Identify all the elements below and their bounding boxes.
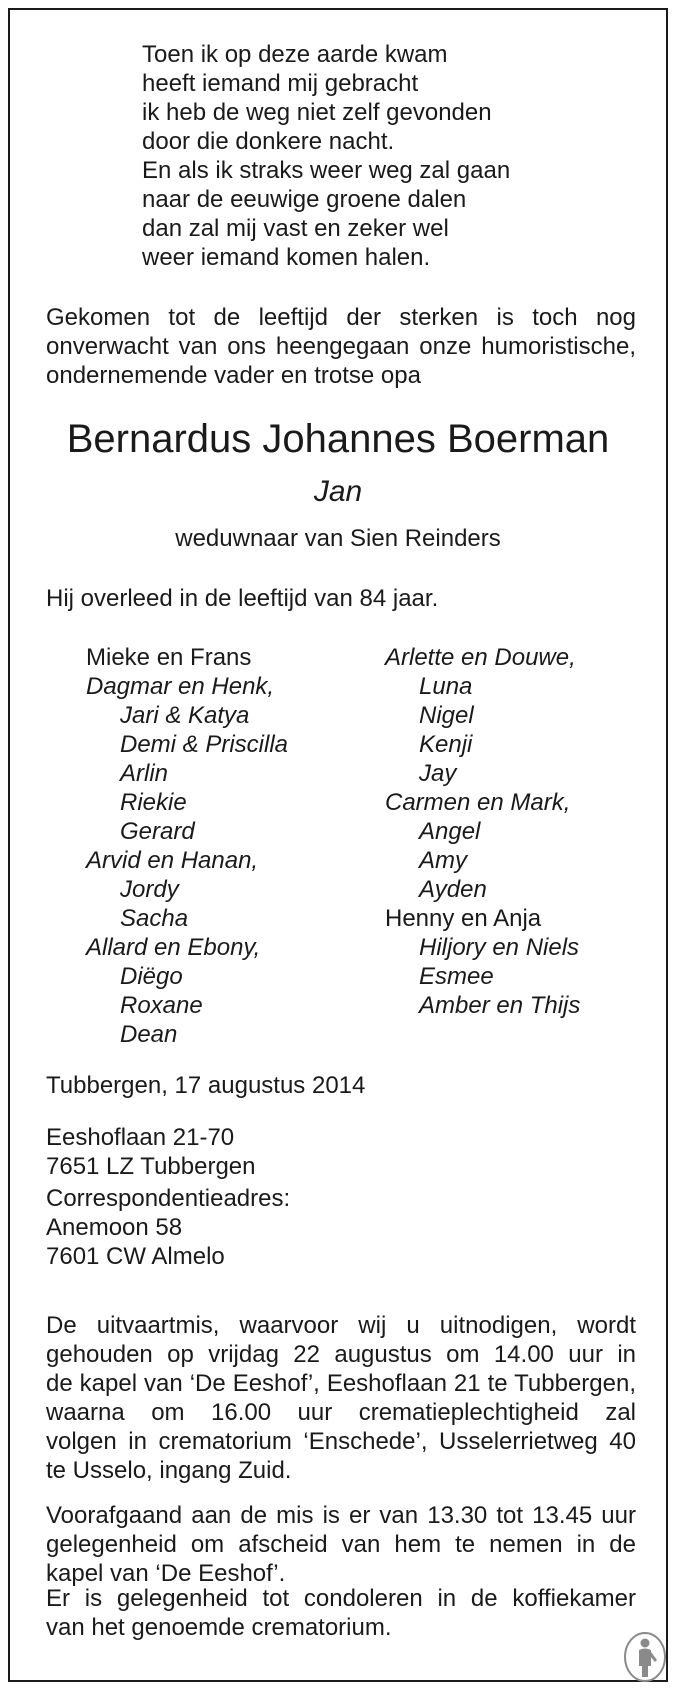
- poem-line: ik heb de weg niet zelf gevonden: [142, 99, 492, 126]
- grandchild-name: Ayden: [419, 876, 487, 903]
- widower-line: weduwnaar van Sien Reinders: [175, 525, 501, 552]
- paragraph-line: volgen in crematorium ‘Enschede’, Usselerrietweg 40: [46, 1428, 636, 1455]
- deceased-name: Bernardus Johannes Boerman: [66, 417, 610, 461]
- intro-line: onverwacht van ons heengegaan onze humoristische,: [46, 333, 636, 360]
- obituary-notice: [8, 8, 668, 1682]
- paragraph-line: Er is gelegenheid tot condoleren in de koffiekamer: [46, 1585, 636, 1612]
- paragraph-line: De uitvaartmis, waarvoor wij u uitnodigen, wordt: [46, 1312, 636, 1339]
- poem-line: door die donkere nacht.: [142, 128, 395, 155]
- grandchild-name: Gerard: [120, 818, 195, 845]
- correspondence-postal-city: 7601 CW Almelo: [46, 1243, 225, 1270]
- paragraph-line: waarna om 16.00 uur crematieplechtigheid zal: [46, 1399, 636, 1426]
- grandchild-name: Jari & Katya: [120, 702, 250, 729]
- funeral-paragraph: [46, 1311, 636, 1485]
- place-date: Tubbergen, 17 augustus 2014: [46, 1072, 366, 1099]
- correspondence-street: Anemoon 58: [46, 1214, 183, 1241]
- family-list-right: [385, 643, 580, 1020]
- poem-line: dan zal mij vast en zeker wel: [142, 215, 449, 242]
- poem-line: weer iemand komen halen.: [142, 244, 431, 271]
- home-address: [46, 1123, 256, 1181]
- poem: [142, 40, 510, 272]
- grandchild-name: Hiljory en Niels: [419, 934, 580, 961]
- grandchild-name: Esmee: [419, 963, 494, 990]
- age-statement: Hij overleed in de leeftijd van 84 jaar.: [46, 585, 439, 612]
- correspondence-label: Correspondentieadres:: [46, 1185, 291, 1212]
- deceased-nickname: Jan: [313, 475, 363, 508]
- grandchild-name: Roxane: [120, 992, 203, 1019]
- grandchild-name: Riekie: [120, 789, 187, 816]
- poem-line: heeft iemand mij gebracht: [142, 70, 419, 97]
- grandchild-name: Sacha: [120, 905, 189, 932]
- child-couple-name: Allard en Ebony,: [86, 934, 261, 961]
- paragraph-line: de kapel van ‘De Eeshof’, Eeshoflaan 21 te Tubbergen,: [46, 1370, 636, 1397]
- poem-line: naar de eeuwige groene dalen: [142, 186, 467, 213]
- grandchild-name: Amy: [419, 847, 467, 874]
- farewell-paragraph: [46, 1501, 636, 1588]
- condolence-paragraph: [46, 1584, 636, 1642]
- grandchild-name: Nigel: [419, 702, 474, 729]
- paragraph-line: te Usselo, ingang Zuid.: [46, 1457, 292, 1484]
- grandchild-name: Arlin: [120, 760, 169, 787]
- grandchild-name: Dean: [120, 1021, 178, 1048]
- child-couple-name: Arvid en Hanan,: [86, 847, 259, 874]
- paragraph-line: gehouden op vrijdag 22 augustus om 14.00 uur in: [46, 1341, 636, 1368]
- child-couple-name: Dagmar en Henk,: [86, 673, 275, 700]
- family-list-left: [86, 643, 288, 1049]
- child-couple-name: Arlette en Douwe,: [385, 644, 576, 671]
- address-street: Eeshoflaan 21-70: [46, 1124, 235, 1151]
- child-couple-name: Carmen en Mark,: [385, 789, 571, 816]
- paragraph-line: gelegenheid om afscheid van hem te nemen in de: [46, 1531, 636, 1558]
- intro-text: [46, 303, 636, 390]
- poem-line: En als ik straks weer weg zal gaan: [142, 157, 511, 184]
- poem-line: Toen ik op deze aarde kwam: [142, 41, 448, 68]
- grandchild-name: Luna: [419, 673, 473, 700]
- memorial-figure-icon: [622, 1630, 668, 1684]
- paragraph-line: Voorafgaand aan de mis is er van 13.30 tot 13.45 uur: [46, 1502, 636, 1529]
- address-postal-city: 7651 LZ Tubbergen: [46, 1153, 256, 1180]
- grandchild-name: Jordy: [120, 876, 179, 903]
- child-couple-name: Mieke en Frans: [86, 644, 252, 671]
- grandchild-name: Jay: [419, 760, 457, 787]
- intro-line: Gekomen tot de leeftijd der sterken is toch nog: [46, 304, 636, 331]
- grandchild-name: Angel: [419, 818, 481, 845]
- paragraph-line: van het genoemde crematorium.: [46, 1614, 392, 1641]
- intro-line: ondernemende vader en trotse opa: [46, 362, 421, 389]
- grandchild-name: Kenji: [419, 731, 473, 758]
- grandchild-name: Diëgo: [120, 963, 183, 990]
- paragraph-line: kapel van ‘De Eeshof’.: [46, 1560, 286, 1587]
- grandchild-name: Amber en Thijs: [419, 992, 581, 1019]
- grandchild-name: Demi & Priscilla: [120, 731, 289, 758]
- child-couple-name: Henny en Anja: [385, 905, 542, 932]
- correspondence-address: [46, 1184, 290, 1271]
